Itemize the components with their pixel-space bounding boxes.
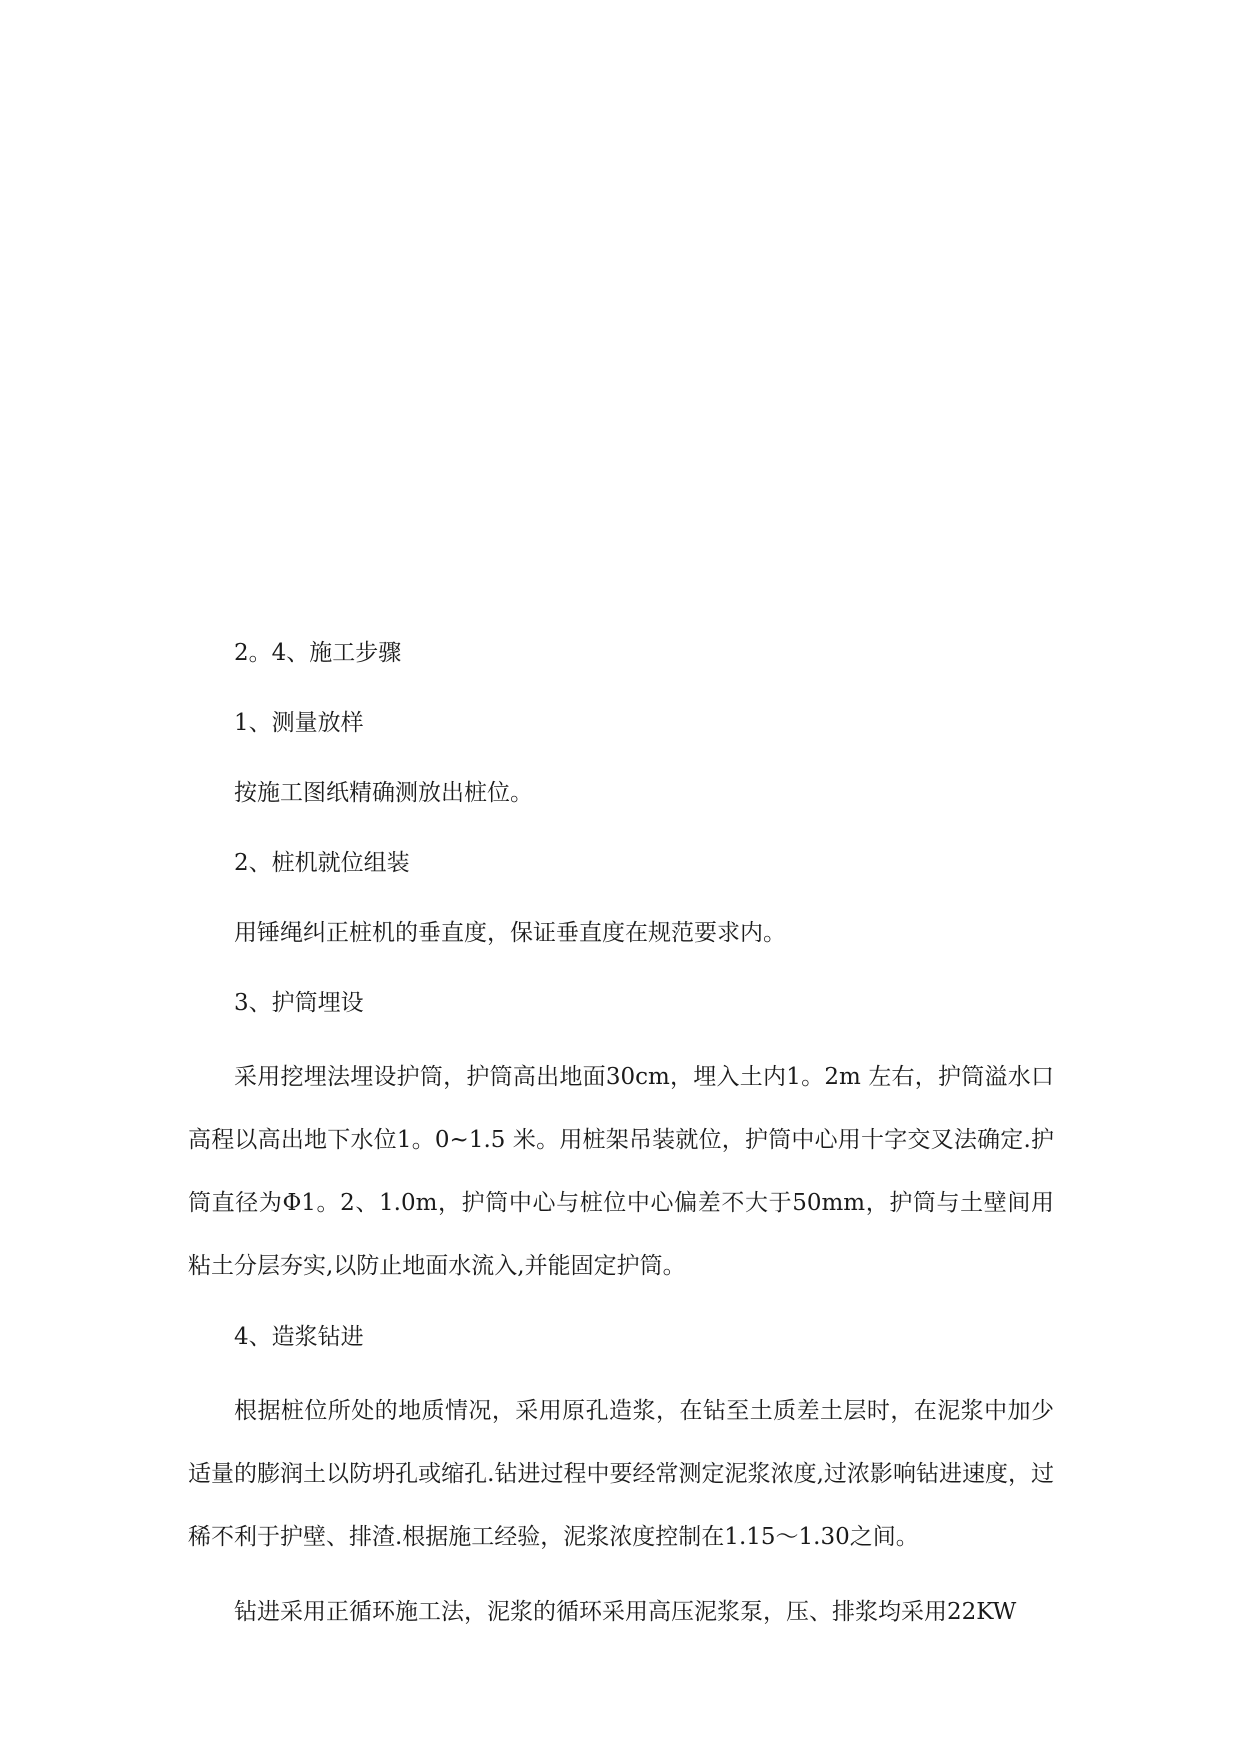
step-paragraph-3: 采用挖埋法埋设护筒，护筒高出地面30cm，埋入土内1。2m 左右，护筒溢水口高程以高出地下水位1。0~1.5 米。用桩架吊装就位，护筒中心用十字交叉法确定.护筒直径为Φ1。2、1.0m，护筒中心与桩位中心偏差不大于50mm，护筒与土壁间用粘土分层夯实,以防止地面水流入,并能固定护筒。	[188, 1064, 1054, 1279]
document-body	[188, 630, 1054, 1648]
step-heading-2: 2、桩机就位组装	[234, 850, 410, 876]
section-title: 2。4、施工步骤	[234, 640, 402, 666]
step-paragraph-5: 钻进采用正循环施工法，泥浆的循环采用高压泥浆泵，压、排浆均采用22KW	[234, 1599, 1017, 1625]
step-heading-3: 3、护筒埋设	[234, 990, 364, 1016]
step-paragraph-4: 根据桩位所处的地质情况，采用原孔造浆，在钻至土质差土层时，在泥浆中加少适量的膨润土以防坍孔或缩孔.钻进过程中要经常测定泥浆浓度,过浓影响钻进速度，过稀不利于护壁、排渣.根据施工经验，泥浆浓度控制在1.15～1.30之间。	[188, 1398, 1054, 1550]
step-heading-4: 4、造浆钻进	[234, 1324, 364, 1350]
step-heading-1: 1、测量放样	[234, 710, 364, 736]
step-paragraph-2: 用锤绳纠正桩机的垂直度，保证垂直度在规范要求内。	[234, 920, 786, 946]
step-paragraph-1: 按施工图纸精确测放出桩位。	[234, 780, 533, 806]
